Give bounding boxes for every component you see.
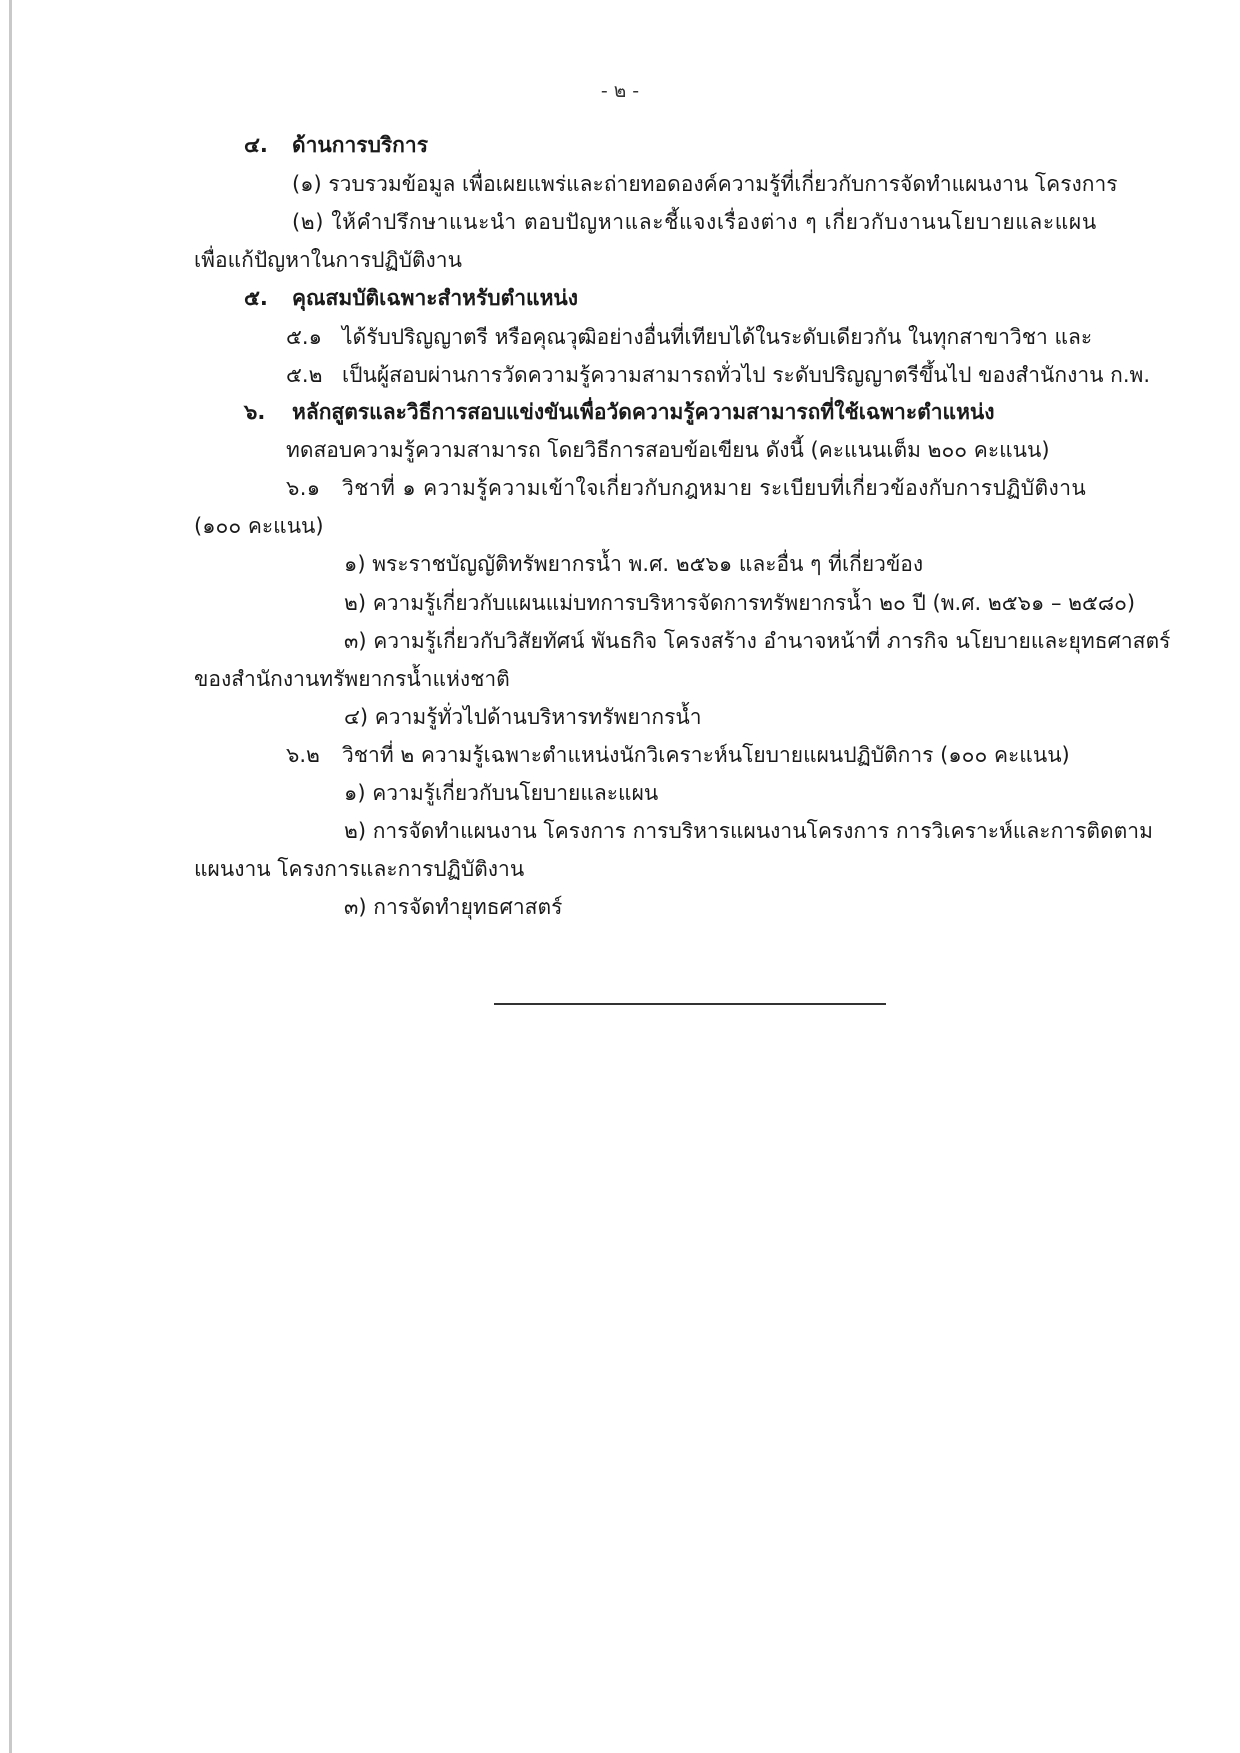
section-6-intro: ทดสอบความรู้ความสามารถ โดยวิธีการสอบข้อเขียน ดังนี้ (คะแนนเต็ม ๒๐๐ คะแนน) [286,438,1050,462]
section-5-heading [244,284,578,312]
section-4-title: ด้านการบริการ [292,133,428,157]
section-6-title: หลักสูตรและวิธีการสอบแข่งขันเพื่อวัดความรู้ความสามารถที่ใช้เฉพาะตำแหน่ง [292,400,995,424]
subject-1-item-2: ๒) ความรู้เกี่ยวกับแผนแม่บทการบริหารจัดการทรัพยากรน้ำ ๒๐ ปี (พ.ศ. ๒๕๖๑ – ๒๕๘๐) [344,591,1136,615]
section-6-heading [244,398,995,426]
subject-2-item-2: ๒) การจัดทำแผนงาน โครงการ การบริหารแผนงานโครงการ การวิเคราะห์และการติดตาม [344,819,1153,843]
section-4-heading [244,131,428,159]
section-4-item-2-continuation: เพื่อแก้ปัญหาในการปฏิบัติงาน [194,248,462,272]
subject-2 [286,741,1070,769]
section-5-2-text: เป็นผู้สอบผ่านการวัดความรู้ความสามารถทั่วไป ระดับปริญญาตรีขึ้นไป ของสำนักงาน ก.พ. [342,363,1151,387]
section-6-number: ๖. [244,400,266,424]
subject-2-item-1: ๑) ความรู้เกี่ยวกับนโยบายและแผน [344,781,659,805]
subject-1-text: วิชาที่ ๑ ความรู้ความเข้าใจเกี่ยวกับกฎหมาย ระเบียบที่เกี่ยวข้องกับการปฏิบัติงาน [342,476,1087,500]
section-4-item-1: (๑) รวบรวมข้อมูล เพื่อเผยแพร่และถ่ายทอดองค์ความรู้ที่เกี่ยวกับการจัดทำแผนงาน โครงการ [292,172,1118,196]
subject-1-score: (๑๐๐ คะแนน) [194,514,324,538]
section-5-item-1 [286,323,1092,351]
section-5-item-2 [286,361,1150,389]
section-4-number: ๔. [244,133,268,157]
page-number: - ๒ - [600,80,640,102]
subject-1-item-1: ๑) พระราชบัญญัติทรัพยากรน้ำ พ.ศ. ๒๕๖๑ และอื่น ๆ ที่เกี่ยวข้อง [344,552,924,576]
section-5-2-number: ๕.๒ [286,363,323,387]
end-rule-divider [494,1003,886,1005]
subject-2-number: ๖.๒ [286,743,320,767]
section-4-item-2: (๒) ให้คำปรึกษาแนะนำ ตอบปัญหาและชี้แจงเรื่องต่าง ๆ เกี่ยวกับงานนโยบายและแผน [292,210,1097,234]
subject-2-item-3: ๓) การจัดทำยุทธศาสตร์ [344,895,563,919]
section-5-title: คุณสมบัติเฉพาะสำหรับตำแหน่ง [292,286,579,310]
subject-1-item-3: ๓) ความรู้เกี่ยวกับวิสัยทัศน์ พันธกิจ โครงสร้าง อำนาจหน้าที่ ภารกิจ นโยบายและยุทธศาสตร์ [344,629,1171,653]
section-5-1-text: ได้รับปริญญาตรี หรือคุณวุฒิอย่างอื่นที่เทียบได้ในระดับเดียวกัน ในทุกสาขาวิชา และ [342,325,1093,349]
subject-1 [286,474,1086,502]
subject-1-number: ๖.๑ [286,476,321,500]
page-edge-line [9,0,12,1753]
subject-1-item-3-continuation: ของสำนักงานทรัพยากรน้ำแห่งชาติ [194,667,510,691]
section-5-1-number: ๕.๑ [286,325,322,349]
section-5-number: ๕. [244,286,268,310]
subject-2-text: วิชาที่ ๒ ความรู้เฉพาะตำแหน่งนักวิเคราะห์นโยบายแผนปฏิบัติการ (๑๐๐ คะแนน) [342,743,1070,767]
subject-1-item-4: ๔) ความรู้ทั่วไปด้านบริหารทรัพยากรน้ำ [344,705,702,729]
subject-2-item-2-continuation: แผนงาน โครงการและการปฏิบัติงาน [194,857,525,881]
